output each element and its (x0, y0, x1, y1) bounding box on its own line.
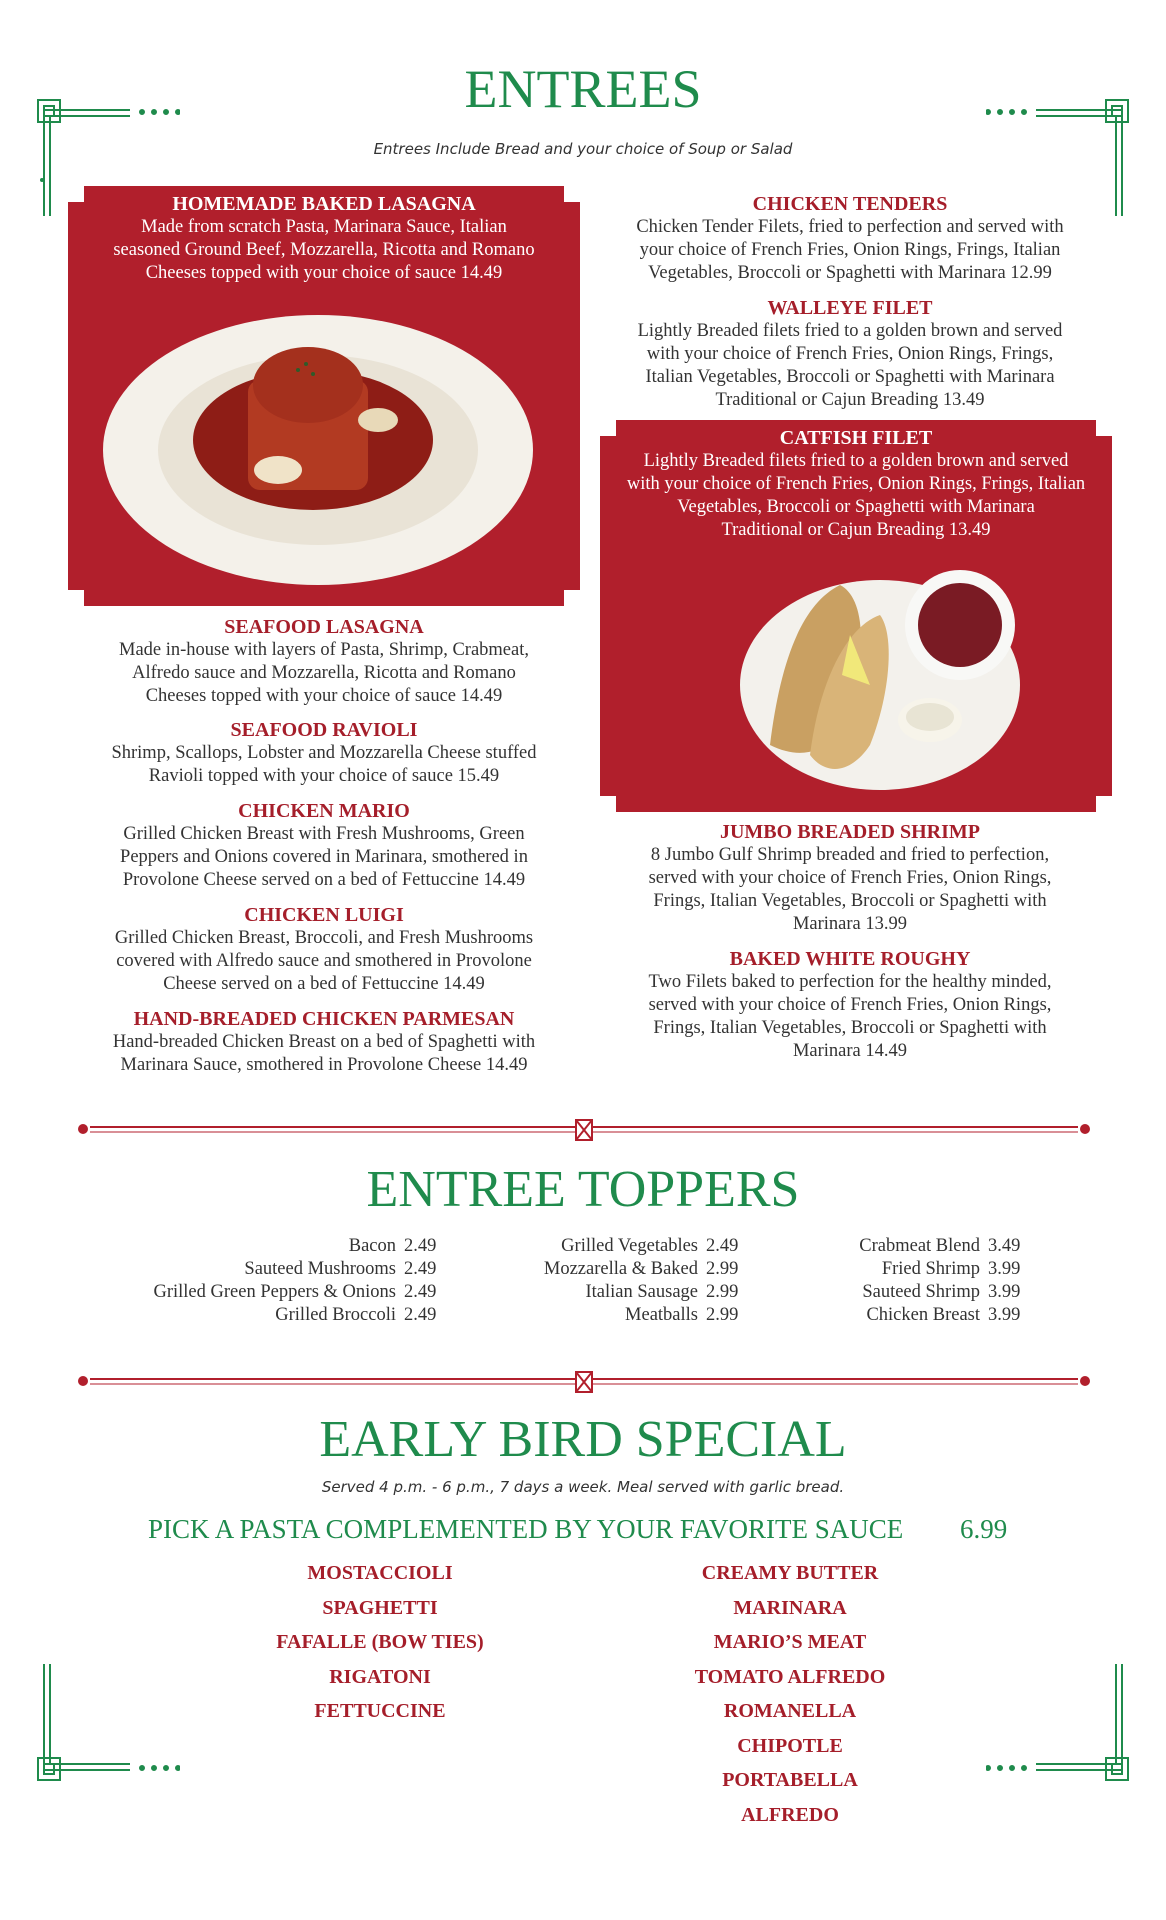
menu-item-walleye-filet: WALLEYE FILET Lightly Breaded filets fried to a golden brown and served with your choice of French Fries, Onion Rings, Frings, Italian Vegetables, Broccoli or Spaghetti with Marinara Traditional or Cajun Breading 13.49 (637, 297, 1063, 410)
catfish-photo (730, 545, 1020, 795)
menu-item-seafood-ravioli: SEAFOOD RAVIOLI Shrimp, Scallops, Lobster and Mozzarella Cheese stuffed Ravioli topped with your choice of sauce 15.49 (111, 719, 537, 786)
sauce-option: ALFREDO (741, 1803, 839, 1826)
menu-item-hand-breaded-chicken-parmesan: HAND-BREADED CHICKEN PARMESAN Hand-breaded Chicken Breast on a bed of Spaghetti with Marinara Sauce, smothered in Provolone Cheese 14.49 (112, 1008, 536, 1075)
sauce-option: CREAMY BUTTER (701, 1562, 879, 1584)
sauce-list (600, 1556, 980, 1832)
menu-item-catfish-filet: CATFISH FILET Lightly Breaded filets fried to a golden brown and served with your choice of French Fries, Onion Rings, Frings, Italian Vegetables, Broccoli or Spaghetti with Marinara Traditional or Cajun Breading 13.49 (626, 427, 1086, 540)
sauce-option: TOMATO ALFREDO (694, 1665, 886, 1688)
divider-knot-icon (574, 1370, 594, 1394)
sauce-option: CHIPOTLE (737, 1734, 843, 1757)
sauce-option: PORTABELLA (722, 1769, 858, 1791)
corner-ornament-bottom-right (986, 1650, 1136, 1800)
sauce-option: MARINARA (733, 1596, 847, 1619)
entrees-title: ENTREES (464, 59, 702, 119)
entrees-subtitle: Entrees Include Bread and your choice of Soup or Salad (373, 140, 793, 158)
toppers-title: ENTREE TOPPERS (366, 1161, 800, 1218)
menu-item-chicken-luigi: CHICKEN LUIGI Grilled Chicken Breast, Broccoli, and Fresh Mushrooms covered with Alfredo sauce and smothered in Provolone Cheese served on a bed of Fettuccine 14.49 (114, 904, 534, 994)
section-divider (78, 1370, 1090, 1394)
menu-item-homemade-baked-lasagna: HOMEMADE BAKED LASAGNA Made from scratch Pasta, Marinara Sauce, Italian seasoned Ground Beef, Mozzarella, Ricotta and Romano Cheeses topped with your choice of sauce 14.49 (113, 193, 535, 283)
section-divider (78, 1118, 1090, 1142)
corner-ornament-bottom-left (30, 1650, 180, 1800)
lasagna-photo (98, 300, 538, 590)
sauce-option: MARIO’S MEAT (713, 1631, 867, 1653)
pasta-option: FAFALLE (BOW TIES) (276, 1631, 484, 1653)
pasta-option: FETTUCCINE (314, 1700, 446, 1722)
menu-item-chicken-mario: CHICKEN MARIO Grilled Chicken Breast with Fresh Mushrooms, Green Peppers and Onions covered in Marinara, smothered in Provolone Cheese served on a bed of Fettuccine 14.49 (120, 800, 528, 890)
sauce-option: ROMANELLA (723, 1700, 857, 1722)
pasta-option: SPAGHETTI (322, 1596, 438, 1619)
pasta-option: RIGATONI (329, 1665, 431, 1688)
menu-item-jumbo-breaded-shrimp: JUMBO BREADED SHRIMP 8 Jumbo Gulf Shrimp breaded and fried to perfection, served with your choice of French Fries, Onion Rings, Frings, Italian Vegetables, Broccoli or Spaghetti with Marinara 13.99 (648, 821, 1052, 934)
early-bird-title: EARLY BIRD SPECIAL (319, 1411, 847, 1468)
menu-item-chicken-tenders: CHICKEN TENDERS Chicken Tender Filets, fried to perfection and served with your choice of French Fries, Onion Rings, Frings, Italian Vegetables, Broccoli or Spaghetti with Marinara 12.99 (636, 193, 1064, 283)
pick-a-pasta-line: PICK A PASTA COMPLEMENTED BY YOUR FAVORITE SAUCE (148, 1514, 904, 1544)
early-bird-price: 6.99 (960, 1514, 1008, 1544)
early-bird-subtitle: Served 4 p.m. - 6 p.m., 7 days a week. Meal served with garlic bread. (321, 1478, 845, 1496)
pasta-list (200, 1556, 560, 1729)
divider-knot-icon (574, 1118, 594, 1142)
menu-item-baked-white-roughy: BAKED WHITE ROUGHY Two Filets baked to perfection for the healthy minded, served with your choice of French Fries, Onion Rings, Frings, Italian Vegetables, Broccoli or Spaghetti with Marinara 14.49 (648, 948, 1052, 1061)
pasta-option: MOSTACCIOLI (307, 1562, 453, 1584)
menu-item-seafood-lasagna: SEAFOOD LASAGNA Made in-house with layers of Pasta, Shrimp, Crabmeat, Alfredo sauce and Mozzarella, Ricotta and Romano Cheeses topped with your choice of sauce 14.49 (119, 616, 529, 706)
